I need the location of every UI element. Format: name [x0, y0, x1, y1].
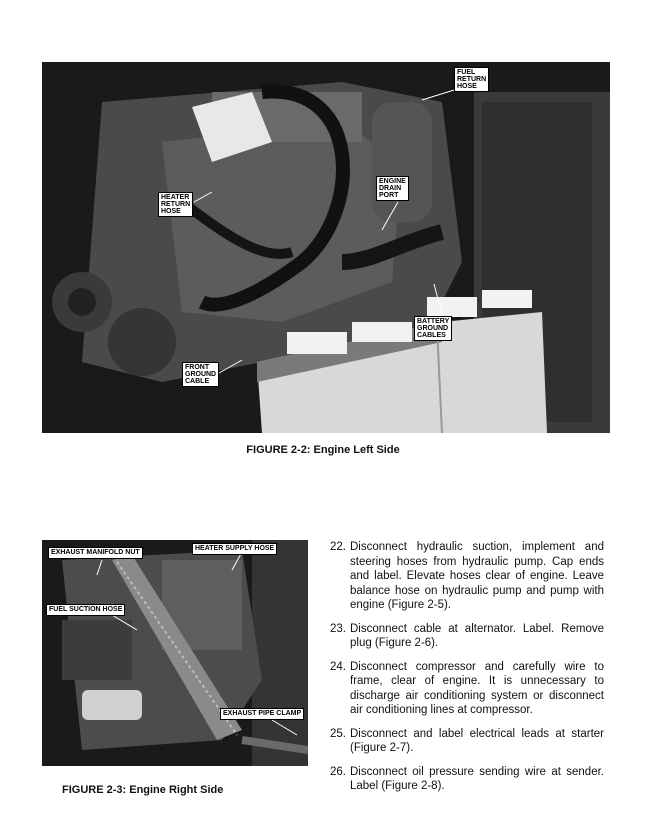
callout-heater-return-hose: HEATER RETURN HOSE — [158, 192, 193, 217]
callout-engine-drain-port: ENGINE DRAIN PORT — [376, 176, 409, 201]
step-23 — [330, 622, 604, 651]
figure-2-2-photo — [42, 62, 610, 433]
callout-heater-supply-hose: HEATER SUPPLY HOSE — [192, 543, 277, 555]
step-text: Disconnect oil pressure sending wire at sender. Label (Figure 2-8). — [350, 765, 604, 792]
step-number: 26. — [330, 765, 346, 778]
step-text: Disconnect and label electrical leads at starter (Figure 2-7). — [350, 727, 604, 754]
callout-front-ground-cable: FRONT GROUND CABLE — [182, 362, 219, 387]
callout-exhaust-manifold-nut: EXHAUST MANIFOLD NUT — [48, 547, 143, 559]
engine-left-side-image — [42, 62, 610, 433]
step-number: 24. — [330, 660, 346, 673]
step-24 — [330, 660, 604, 718]
step-26 — [330, 765, 604, 794]
callout-battery-ground-cables: BATTERY GROUND CABLES — [414, 316, 452, 341]
procedure-steps — [330, 540, 604, 803]
step-number: 23. — [330, 622, 346, 635]
figure-2-2-caption: FIGURE 2-2: Engine Left Side — [246, 444, 400, 456]
figure-2-3-caption: FIGURE 2-3: Engine Right Side — [62, 784, 224, 796]
engine-right-side-image — [42, 540, 308, 766]
step-text: Disconnect hydraulic suction, implement and steering hoses from hydraulic pump. Cap ends and label. Elevate hoses clear of engine. Leave balance hose on hydraulic pump and pump with engine (Figure 2-5). — [350, 541, 604, 611]
callout-exhaust-pipe-clamp: EXHAUST PIPE CLAMP — [220, 708, 304, 720]
callout-fuel-return-hose: FUEL RETURN HOSE — [454, 67, 489, 92]
step-text: Disconnect cable at alternator. Label. Remove plug (Figure 2-6). — [350, 622, 604, 649]
step-22 — [330, 540, 604, 613]
step-25 — [330, 727, 604, 756]
step-number: 25. — [330, 727, 346, 740]
figure-2-3-photo — [42, 540, 308, 766]
step-text: Disconnect compressor and carefully wire to frame, clear of engine. It is unnecessary to discharge air conditioning system or disconnect air conditioning lines at compressor. — [350, 660, 604, 716]
step-number: 22. — [330, 541, 346, 553]
callout-fuel-suction-hose: FUEL SUCTION HOSE — [46, 604, 125, 616]
